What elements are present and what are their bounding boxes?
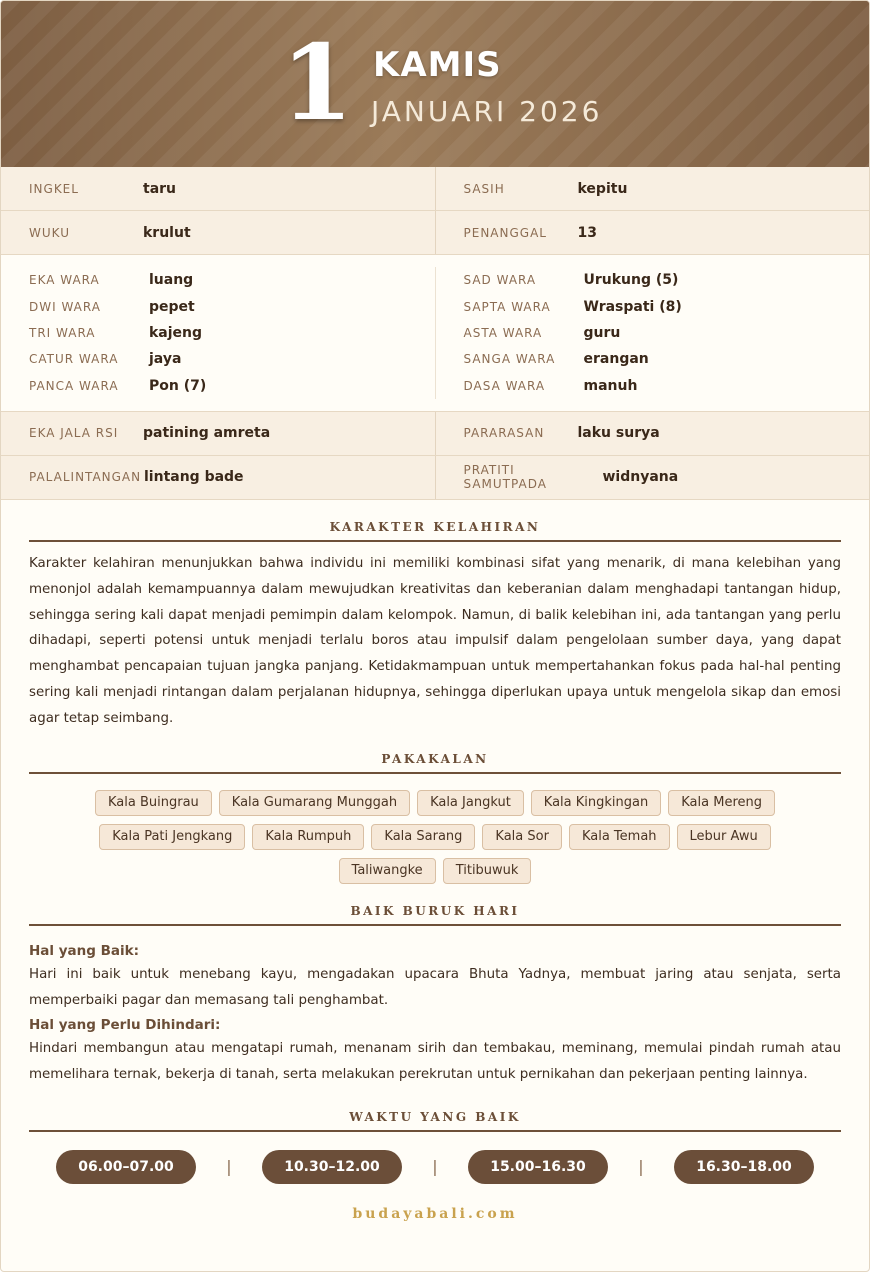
wara-label: DASA WARA — [463, 378, 546, 393]
pakakalan-tag: Kala Mereng — [668, 790, 775, 816]
wara-value: pepet — [149, 298, 195, 315]
day-number: 1 — [280, 21, 354, 144]
time-separator: | — [432, 1157, 438, 1177]
wara-label: PANCA WARA — [29, 378, 119, 393]
wara-row — [29, 293, 435, 319]
wara-label: DWI WARA — [29, 299, 101, 314]
wara-value: luang — [149, 272, 194, 289]
info-label: WUKU — [29, 225, 70, 240]
month-year-label: JANUARI 2026 — [371, 95, 603, 128]
wara-value: Pon (7) — [149, 377, 207, 394]
info-cell-wuku — [1, 211, 435, 254]
time-slots — [29, 1150, 841, 1184]
wara-label: CATUR WARA — [29, 352, 119, 367]
wara-row — [464, 320, 870, 346]
pakakalan-tag: Kala Temah — [569, 824, 670, 850]
info-label: SASIH — [463, 181, 505, 196]
info-cell-pararasan — [435, 412, 870, 455]
wara-label: ASTA WARA — [463, 325, 543, 340]
info-value: taru — [143, 180, 177, 197]
time-slot: 06.00–07.00 — [56, 1150, 196, 1184]
info-value: kepitu — [577, 180, 628, 197]
baik-buruk-section — [1, 884, 869, 1088]
good-heading: Hal yang Baik: — [29, 942, 140, 959]
wara-value: erangan — [583, 351, 649, 368]
wara-value: Wraspati (8) — [583, 298, 682, 315]
info-label: PENANGGAL — [463, 225, 547, 240]
section-title: PAKAKALAN — [29, 732, 841, 774]
info-cell-penanggal — [435, 211, 870, 254]
section-title: KARAKTER KELAHIRAN — [29, 500, 841, 542]
wara-row — [464, 346, 870, 372]
info-label: INGKEL — [29, 181, 79, 196]
wara-column-left — [1, 267, 435, 399]
date-header — [1, 1, 869, 167]
avoid-text: Hindari membangun atau mengatapi rumah, menanam sirih dan tembakau, meminang, memulai pindah rumah atau memelihara ternak, bekerja di tanah, serta melakukan perekrutan untuk pernikahan dan pekerjaan penting lainnya. — [29, 1040, 841, 1082]
pakakalan-tag: Lebur Awu — [677, 824, 771, 850]
weekday-label: KAMIS — [373, 45, 502, 85]
info-cell-ingkel — [1, 167, 435, 210]
wara-label: EKA WARA — [29, 273, 100, 288]
pakakalan-tag: Kala Sarang — [371, 824, 475, 850]
wara-row — [464, 373, 870, 399]
wara-row — [29, 320, 435, 346]
wara-value: manuh — [583, 377, 638, 394]
pakakalan-tag: Kala Jangkut — [417, 790, 524, 816]
time-slot: 15.00–16.30 — [468, 1150, 608, 1184]
info-cell-sasih — [435, 167, 870, 210]
pakakalan-tag: Taliwangke — [339, 858, 436, 884]
wara-label: SAD WARA — [463, 273, 537, 288]
info-label: PALALINTANGAN — [29, 470, 142, 485]
karakter-section — [1, 500, 869, 732]
info-cell-pratiti-samutpada — [435, 456, 870, 499]
info-label: EKA JALA RSI — [29, 426, 119, 441]
info-value: 13 — [577, 224, 597, 241]
waktu-section — [1, 1088, 869, 1184]
wara-row — [29, 346, 435, 372]
pakakalan-section — [1, 732, 869, 884]
wara-column-right — [435, 267, 870, 399]
wara-value: jaya — [149, 351, 182, 368]
wara-row — [29, 267, 435, 293]
wara-row — [464, 293, 870, 319]
wara-table — [1, 255, 869, 412]
wara-value: Urukung (5) — [583, 272, 679, 289]
wara-label: SANGA WARA — [463, 352, 556, 367]
time-slot: 10.30–12.00 — [262, 1150, 402, 1184]
info-cell-palalintangan — [1, 456, 435, 499]
info-row-ekajalarsi-pararasan — [1, 412, 869, 456]
pakakalan-tag: Kala Buingrau — [95, 790, 212, 816]
pakakalan-tag: Kala Rumpuh — [252, 824, 364, 850]
wara-value: kajeng — [149, 324, 203, 341]
time-separator: | — [226, 1157, 232, 1177]
info-value: krulut — [143, 224, 191, 241]
info-row-ingkel-sasih — [1, 167, 869, 211]
wara-row — [29, 373, 435, 399]
info-label: PARARASAN — [463, 426, 545, 441]
good-text: Hari ini baik untuk menebang kayu, mengadakan upacara Bhuta Yadnya, membuat jaring atau senjata, serta memperbaiki pagar dan memasang tali penghambat. — [29, 966, 841, 1008]
section-title: BAIK BURUK HARI — [29, 884, 841, 926]
wara-value: guru — [583, 324, 621, 341]
time-slot: 16.30–18.00 — [674, 1150, 814, 1184]
avoid-heading: Hal yang Perlu Dihindari: — [29, 1016, 221, 1033]
info-row-palalintangan-pratiti — [1, 456, 869, 500]
pakakalan-tag: Kala Pati Jengkang — [99, 824, 245, 850]
pakakalan-tag: Kala Sor — [482, 824, 562, 850]
info-value: laku surya — [577, 425, 660, 442]
pakakalan-tag: Kala Kingkingan — [531, 790, 661, 816]
info-cell-eka-jala-rsi — [1, 412, 435, 455]
karakter-text: Karakter kelahiran menunjukkan bahwa individu ini memiliki kombinasi sifat yang menarik, di mana kelebihan yang menonjol adalah kemampuannya dalam mewujudkan kreativitas dan keberanian dalam menghadapi tantangan hidup, sehingga sering kali dapat menjadi pemimpin dalam kelompok. Namun, di balik kelebihan ini, ada tantangan yang perlu dihadapi, seperti potensi untuk menjadi terlalu boros atau impulsif dalam pengelolaan sumber daya, yang dapat menghambat pencapaian tujuan jangka panjang. Ketidakmampuan untuk mempertahankan fokus pada hal-hal penting sering kali menjadi rintangan dalam perjalanan hidupnya, sehingga diperlukan upaya untuk mengelola sikap dan emosi agar tetap seimbang. — [29, 555, 841, 726]
info-value: lintang bade — [144, 469, 244, 486]
time-separator: | — [638, 1157, 644, 1177]
pakakalan-tag: Titibuwuk — [443, 858, 532, 884]
info-row-wuku-penanggal — [1, 211, 869, 255]
wara-label: SAPTA WARA — [463, 299, 551, 314]
site-footer-link[interactable]: budayabali.com — [352, 1205, 518, 1222]
info-value: patining amreta — [143, 425, 271, 442]
info-value: widnyana — [602, 469, 679, 486]
pakakalan-tags — [29, 790, 841, 884]
pakakalan-tag: Kala Gumarang Munggah — [219, 790, 410, 816]
section-title: WAKTU YANG BAIK — [29, 1088, 841, 1132]
wara-label: TRI WARA — [29, 325, 96, 340]
info-label: PRATITI SAMUTPADA — [463, 463, 547, 492]
wara-row — [464, 267, 870, 293]
